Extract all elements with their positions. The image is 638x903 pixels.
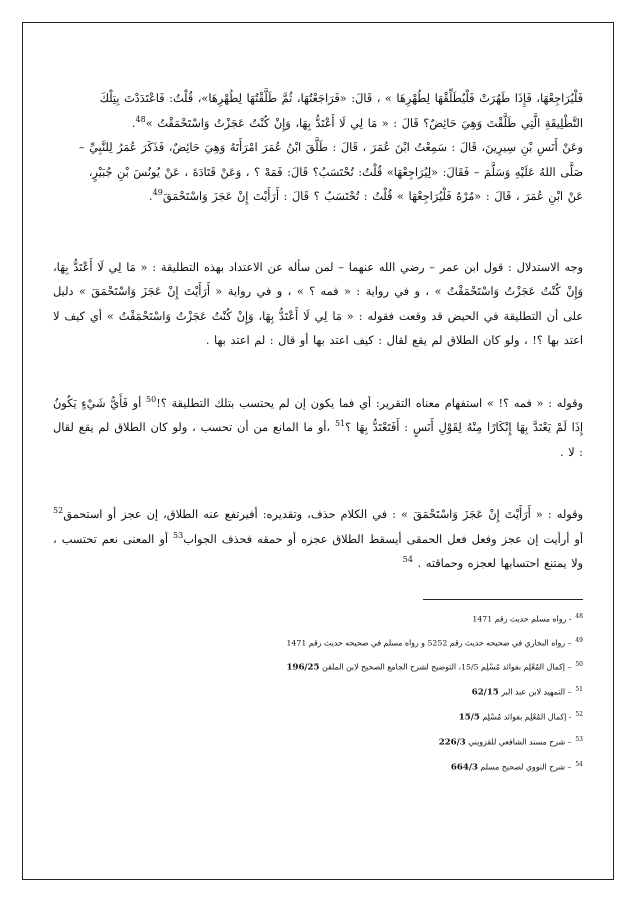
paragraph-explanation-araayta — [53, 503, 583, 577]
footnote-text: – التمهيد لابن عبد البر — [498, 687, 572, 697]
text-line: وعَنْ أَنَسِ بْنِ سِيرِينَ، قَالَ : سَمِعْتُ ابْنَ عُمَرَ ، قَالَ : طَلَّقَ ابْنُ عُمَرَ امْرَأَتَهُ وَهِيَ حَائِضٌ، فَذَكَرَ عُمَرُ لِلنَّبِيِّ – — [78, 141, 583, 154]
footnote-reference: 15/5 — [458, 712, 480, 723]
footnote-ref: 50 — [146, 394, 157, 404]
footnote-reference: 664/3 — [450, 762, 478, 773]
footnote-text: - رواه مسلم حديث رقم 1471 — [472, 614, 572, 624]
footnote-number: 50 — [575, 660, 583, 668]
text-span: وقوله : « أَرَأَيْتَ إِنْ عَجَزَ وَاسْتَحْمَقَ » : في الكلام حذف، وتقديره: أفيرتفع عنه الطلاق، إن عجز أو استحمق — [63, 508, 583, 521]
text-line: عَنْ ابْنِ عُمَرَ ، قَالَ : «مُرْهُ فَلْيُرَاجِعْهَا » قُلْتُ : تُحْتَسَبُ ؟ قَالَ : أَرَأَيْتَ إِنْ عَجَزَ وَاسْتَحْمَقَ$^{49}$. — [149, 188, 583, 203]
footnote-50 — [53, 654, 583, 679]
text-span: أو فَأَيُّ شَيْءٍ يَكُونُ إِذَا لَمْ يَعْتَدَّ بِهَا إِنْكَارًا مِنْهُ لِقَوْلِ أَنَسٍ : أَفَتَعْتَدُّ بِهَا ؟ — [53, 396, 583, 434]
footnote-text: – شرح مسند الشافعي للقزويني — [465, 737, 572, 747]
footnote-ref: 54 — [402, 555, 413, 565]
footnote-ref: 53 — [173, 530, 184, 540]
footnote-54 — [53, 754, 583, 779]
footnote-ref: 48 — [135, 114, 146, 124]
footnote-ref: 49 — [152, 188, 163, 198]
text-span: عَنْ ابْنِ عُمَرَ ، قَالَ : «مُرْهُ فَلْيُرَاجِعْهَا » قُلْتُ : تُحْتَسَبُ ؟ قَالَ : أَرَأَيْتَ إِنْ عَجَزَ وَاسْتَحْمَقَ — [162, 190, 583, 203]
paragraph-explanation-famah — [53, 392, 583, 466]
footnote-text: – إكمال المُعْلِم بفوائد مُسْلِم 15/5، التوضيح لشرح الجامع الصحيح لابن الملقن — [319, 662, 572, 672]
footnote-reference: 196/25 — [286, 662, 320, 673]
footnote-51 — [53, 679, 583, 704]
footnote-number: 53 — [575, 735, 583, 743]
footnote-number: 48 — [575, 612, 583, 620]
text-span: التَّطْلِيقَةِ الَّتِي طَلَّقْتَ وَهِيَ حَائِضٌ؟ قَالَ : « مَا لِي لَا أَعْتَدُّ بِهَا، وَإِنْ كُنْتُ عَجَزْتُ وَاسْتَحْمَقْتُ » — [145, 116, 583, 130]
footnote-number: 51 — [575, 685, 583, 693]
paragraph-inference: وجه الاستدلال : قول ابن عمر – رضي الله عنهما – لمن سأله عن الاعتداد بهذه التطليقة : « مَا لِي لَا أَعْتَدُّ بِهَا، وَإِنْ كُنْتُ عَجَزْتُ وَاسْتَحْمَقْتُ » ، و في رواية : « فمه ؟ » ، و في رواية « أَرَأَيْتَ إِنْ عَجَزَ وَاسْتَحْمَقَ » دليل على أن التطليقة في الحيض قد وقعت فقوله : « مَا لِي لَا أَعْتَدُّ بِهَا، وَإِنْ كُنْتُ عَجَزْتُ وَاسْتَحْمَقْتُ » أي كيف لا اعتد بها ؟! ، ولو كان الطلاق لم يقع لقال : كيف اعتد بها أو قال : لم اعتد بها . — [53, 260, 583, 347]
footnote-number: 54 — [575, 761, 583, 769]
footnote-text: – رواه البخاري في صحيحه حديث رقم 5252 و رواه مسلم في صحيحه حديث رقم 1471 — [286, 638, 572, 648]
text-line: صَلَّى اللهُ عَلَيْهِ وَسَلَّمَ – فَقَالَ: «لِيُرَاجِعْهَا» قُلْتُ: تُحْتَسَبُ؟ قَالَ: فَمَهْ ؟ ، وَعَنْ قَتَادَةَ ، عَنْ يُونُسَ بْنِ جُبَيْرٍ، — [88, 165, 583, 179]
footnote-53 — [53, 729, 583, 754]
footnotes — [53, 606, 583, 780]
text-span: أو أرأيت إن عجز وفعل فعل الحمقى أيسقط الطلاق عجزه أو حمقه فحذف الجواب — [183, 532, 584, 546]
footnote-ref: 51 — [334, 419, 346, 429]
footnote-reference: 62/15 — [471, 687, 499, 698]
page-content — [53, 87, 583, 779]
footnote-52 — [53, 704, 583, 729]
footnote-48 — [53, 606, 583, 630]
document-page — [22, 22, 614, 880]
footnote-number: 49 — [575, 636, 583, 644]
text-span: أو المعنى نعم تحتسب ، ولا يمتنع احتسابها لعجزه وحماقته . — [53, 532, 583, 570]
text-line: التَّطْلِيقَةِ الَّتِي طَلَّقْتَ وَهِيَ حَائِضٌ؟ قَالَ : « مَا لِي لَا أَعْتَدُّ بِهَا، وَإِنْ كُنْتُ عَجَزْتُ وَاسْتَحْمَقْتُ »$^{48}$. — [131, 114, 583, 130]
footnote-text: - إكمال المُعْلِم بفوائد مُسْلِم — [479, 712, 572, 722]
footnote-separator — [423, 599, 583, 600]
paragraph-hadith — [53, 87, 583, 210]
footnote-49 — [53, 630, 583, 654]
text-line: فَلْيُرَاجِعْهَا، فَإِذَا طَهُرَتْ فَلْيُطَلِّقْهَا لِطُهْرِهَا » ، قَالَ: «فَرَاجَعْتُهَا، ثُمَّ طَلَّقْتُهَا لِطُهْرِهَا»، قُلْتُ: فَاعْتَدَدْتَ بِتِلْكَ — [99, 92, 583, 105]
footnote-ref: 52 — [53, 506, 64, 516]
text-span: وقوله : « فمه ؟! » استفهام معناه التقرير: أي فما يكون إن لم يحتسب بتلك التطليقة ؟! — [156, 396, 583, 410]
footnote-number: 52 — [575, 710, 583, 718]
text-span: ،أو ما المانع من أن تحسب ، ولو كان الطلاق لم يقع لقال : لا . — [53, 421, 583, 459]
footnote-reference: 226/3 — [438, 737, 466, 748]
footnote-text: – شرح النووي لصحيح مسلم — [477, 762, 572, 772]
